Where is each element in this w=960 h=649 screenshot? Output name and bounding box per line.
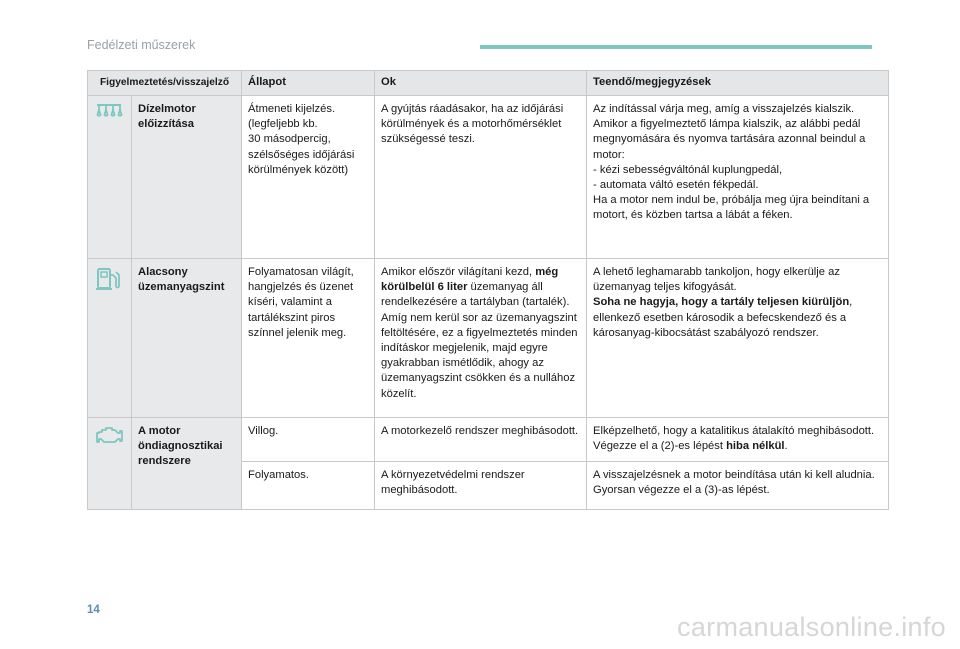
action-cell xyxy=(587,418,889,462)
section-title: Fedélzeti műszerek xyxy=(87,38,196,52)
state-cell: Villog. xyxy=(242,418,375,462)
cause-emphasis: még körülbelül 6 liter xyxy=(381,266,559,294)
state-cell: Folyamatos. xyxy=(242,462,375,510)
action-emphasis: Soha ne hagyja, hogy a tartály teljesen kiürüljön xyxy=(593,296,850,309)
warning-name: A motor öndiagnosztikai rendszere xyxy=(132,418,242,510)
action-cell: A visszajelzésnek a motor beindítása után ki kell aludnia. Gyorsan végezze el a (3)-as lépést. xyxy=(587,462,889,510)
state-cell: Átmeneti kijelzés. (legfeljebb kb. 30 másodpercig, szélsőséges időjárási körülmények között) xyxy=(242,96,375,259)
cause-cell: A motorkezelő rendszer meghibásodott. xyxy=(375,418,587,462)
action-text: A lehető leghamarabb tankoljon, hogy elkerülje az üzemanyag teljes kifogyását. xyxy=(593,266,840,294)
glow-plug-icon xyxy=(94,102,124,120)
icon-cell xyxy=(88,418,132,510)
column-header-cause: Ok xyxy=(375,71,587,96)
cause-text-cont: üzemanyag áll rendelkezésére a tartályban (tartalék). Amíg nem kerül sor az üzemanyagszint feltöltésére, ez a figyelmeztetés minden indításkor megjelenik, majd egyre gyakrabban ismétlődik, ahogy az üzemanyagszint csökken és a nullához közelít. xyxy=(381,281,578,400)
action-text: Elképzelhető, hogy a katalitikus átalakító meghibásodott. Végezze el a (2)-es lépést xyxy=(593,425,875,453)
column-header-warning: Figyelmeztetés/visszajelző xyxy=(88,71,242,96)
action-emphasis: hiba nélkül xyxy=(726,440,785,453)
warning-name: Dízelmotor előizzítása xyxy=(132,96,242,259)
cause-cell: A gyújtás ráadásakor, ha az időjárási körülmények és a motorhőmérséklet szükségessé teszi. xyxy=(375,96,587,259)
warning-name: Alacsony üzemanyagszint xyxy=(132,259,242,418)
engine-check-icon xyxy=(94,424,124,448)
state-cell: Folyamatosan világít, hangjelzés és üzenet kíséri, valamint a tartálékszint piros színnel jelenik meg. xyxy=(242,259,375,418)
page-number: 14 xyxy=(87,604,100,616)
action-cell: Az indítással várja meg, amíg a visszajelzés kialszik. Amikor a figyelmeztető lámpa kialszik, az alábbi pedál megnyomására és nyomva tartására azonnal beindul a motor: - kézi sebességváltónál kuplungpedál, - automata váltó esetén fékpedál. Ha a motor nem indul be, próbálja meg újra beindítani a motort, és közben tartsa a lábát a féken. xyxy=(587,96,889,259)
cause-text: Amikor először világítani kezd, xyxy=(381,266,536,278)
icon-cell xyxy=(88,259,132,418)
table-header-row xyxy=(88,71,889,96)
action-text-cont: . xyxy=(784,440,788,453)
table-row xyxy=(88,259,889,418)
table-row xyxy=(88,418,889,462)
column-header-action: Teendő/megjegyzések xyxy=(587,71,889,96)
fuel-pump-icon xyxy=(94,265,122,293)
title-accent-rule xyxy=(480,45,872,49)
action-cell xyxy=(587,259,889,418)
table-row xyxy=(88,96,889,259)
cause-cell xyxy=(375,259,587,418)
column-header-state: Állapot xyxy=(242,71,375,96)
icon-cell xyxy=(88,96,132,259)
watermark: carmanualsonline.info xyxy=(677,612,946,642)
warning-lights-table xyxy=(87,70,889,510)
cause-cell: A környezetvédelmi rendszer meghibásodott. xyxy=(375,462,587,510)
action-text-cont: , ellenkező esetben károsodik a befecskendező és a károsanyag-kibocsátást szabályozó rendszer. xyxy=(593,296,853,339)
